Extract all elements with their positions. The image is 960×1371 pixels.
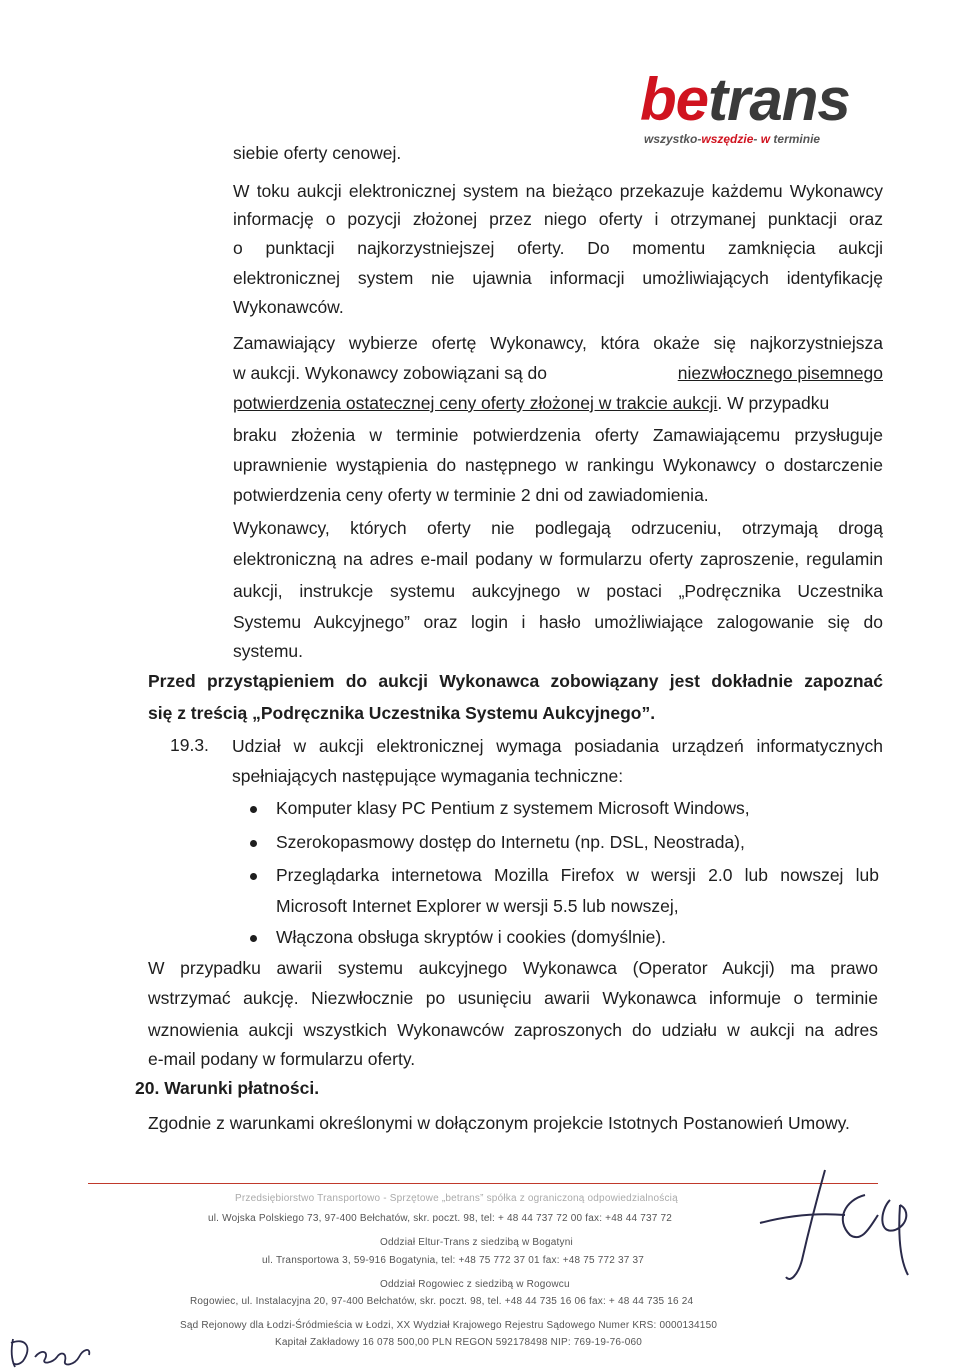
logo-wordmark: betrans: [640, 66, 850, 133]
underlined-text: niezwłocznego pisemnego: [677, 363, 883, 383]
text-line: elektronicznej system nie ujawnia informacji umożliwiających identyfikację: [233, 268, 883, 288]
text-line: Zgodnie z warunkami określonymi w dołączonym projekcie Istotnych Postanowień Umowy.: [148, 1113, 850, 1133]
text-line: wstrzymać aukcję. Niezwłocznie po usunięciu awarii Wykonawca informuje o terminie: [148, 988, 878, 1008]
text-line: potwierdzenia ceny oferty w terminie 2 dni od zawiadomienia.: [233, 485, 709, 505]
company-logo: [640, 66, 890, 146]
logo-tagline: wszystko-wszędzie- w terminie: [644, 132, 821, 146]
list-item: Włączona obsługa skryptów i cookies (domyślnie).: [276, 927, 667, 947]
text-line: o punktacji najkorzystniejszej oferty. Do momentu zamknięcia aukcji: [233, 238, 883, 258]
bullet-icon: [250, 806, 257, 813]
text-line: braku złożenia w terminie potwierdzenia oferty Zamawiającemu przysługuje: [233, 425, 883, 445]
text-line: Systemu Aukcyjnego” oraz login i hasło umożliwiające zalogowanie się do: [233, 612, 883, 632]
footer-line: Oddział Rogowiec z siedzibą w Rogowcu: [380, 1279, 570, 1290]
text-line: Udział w aukcji elektronicznej wymaga posiadania urządzeń informatycznych: [232, 736, 883, 756]
underlined-text: potwierdzenia ostatecznej ceny oferty złożonej w trakcie aukcji: [233, 393, 718, 413]
section-number: 19.3.: [170, 735, 209, 755]
text-line: e-mail podany w formularzu oferty.: [148, 1049, 416, 1069]
bullet-icon: [250, 840, 257, 847]
footer-line: Oddział Eltur-Trans z siedzibą w Bogatyni: [380, 1237, 573, 1248]
text-line: Wykonawców.: [233, 297, 344, 317]
text-line: Zamawiający wybierze ofertę Wykonawcy, która okaże się najkorzystniejsza: [233, 333, 883, 353]
footer-line: Rogowiec, ul. Instalacyjna 20, 97-400 Bełchatów, skr. poczt. 98, tel. +48 44 735 16 06 fax: + 48 44 735 16 24: [190, 1296, 694, 1307]
text-line: W toku aukcji elektronicznej system na bieżąco przekazuje każdemu Wykonawcy: [233, 181, 883, 201]
list-item: Przeglądarka internetowa Mozilla Firefox w wersji 2.0 lub nowszej lub: [276, 865, 879, 885]
list-item-continuation: Microsoft Internet Explorer w wersji 5.5 lub nowszej,: [276, 896, 679, 916]
text-line: aukcji, instrukcje systemu aukcyjnego w postaci „Podręcznika Uczestnika: [233, 581, 883, 601]
text-line: elektroniczną na adres e-mail podany w formularzu oferty zaproszenie, regulamin: [233, 549, 883, 569]
text-line: uprawnienie wystąpienia do następnego w rankingu Wykonawcy o dostarczenie: [233, 455, 883, 475]
bullet-icon: [250, 873, 257, 880]
text-line: [233, 392, 883, 414]
list-item: Szerokopasmowy dostęp do Internetu (np. DSL, Neostrada),: [276, 832, 745, 852]
section-heading: 20. Warunki płatności.: [135, 1078, 320, 1098]
bold-text-line: się z treścią „Podręcznika Uczestnika Systemu Aukcyjnego”.: [148, 703, 656, 723]
list-item: Komputer klasy PC Pentium z systemem Microsoft Windows,: [276, 798, 750, 818]
footer-line: ul. Transportowa 3, 59-916 Bogatynia, tel: +48 75 772 37 01 fax: +48 75 772 37 37: [262, 1255, 645, 1266]
footer-line: Kapitał Zakładowy 16 078 500,00 PLN REGON 592178498 NIP: 769-19-76-060: [275, 1337, 643, 1348]
handwritten-signature: [750, 1165, 930, 1290]
text-line: W przypadku awarii systemu aukcyjnego Wykonawca (Operator Aukcji) ma prawo: [148, 958, 878, 978]
text-line: [233, 362, 883, 384]
text-line: Wykonawcy, których oferty nie podlegają odrzuceniu, otrzymają drogą: [233, 518, 883, 538]
footer-line: ul. Wojska Polskiego 73, 97-400 Bełchatów, skr. poczt. 98, tel: + 48 44 737 72 00 fax: +48 44 737 72: [208, 1213, 672, 1224]
text-line: spełniających następujące wymagania techniczne:: [232, 766, 624, 786]
footer-line: Sąd Rejonowy dla Łodzi-Śródmieścia w Łodzi, XX Wydział Krajowego Rejestru Sądowego Numer KRS: 0000134150: [180, 1320, 718, 1331]
text-line: informację o pozycji złożonej przez niego oferty i otrzymanej punktacji oraz: [233, 209, 883, 229]
footer-line: Przedsiębiorstwo Transportowo - Sprzętowe „betrans” spółka z ograniczoną odpowiedzialnością: [235, 1193, 678, 1204]
bullet-icon: [250, 935, 257, 942]
text-span: . W przypadku: [717, 393, 830, 413]
initials-signature: [5, 1335, 95, 1371]
text-line: siebie oferty cenowej.: [233, 143, 402, 163]
text-line: wznowienia aukcji wszystkich Wykonawców zaproszonych do udziału w aukcji na adres: [148, 1020, 878, 1040]
bold-text-line: Przed przystąpieniem do aukcji Wykonawca zobowiązany jest dokładnie zapoznać: [148, 671, 883, 691]
text-line: systemu.: [233, 641, 304, 661]
text-span: w aukcji. Wykonawcy zobowiązani są do: [233, 363, 552, 383]
